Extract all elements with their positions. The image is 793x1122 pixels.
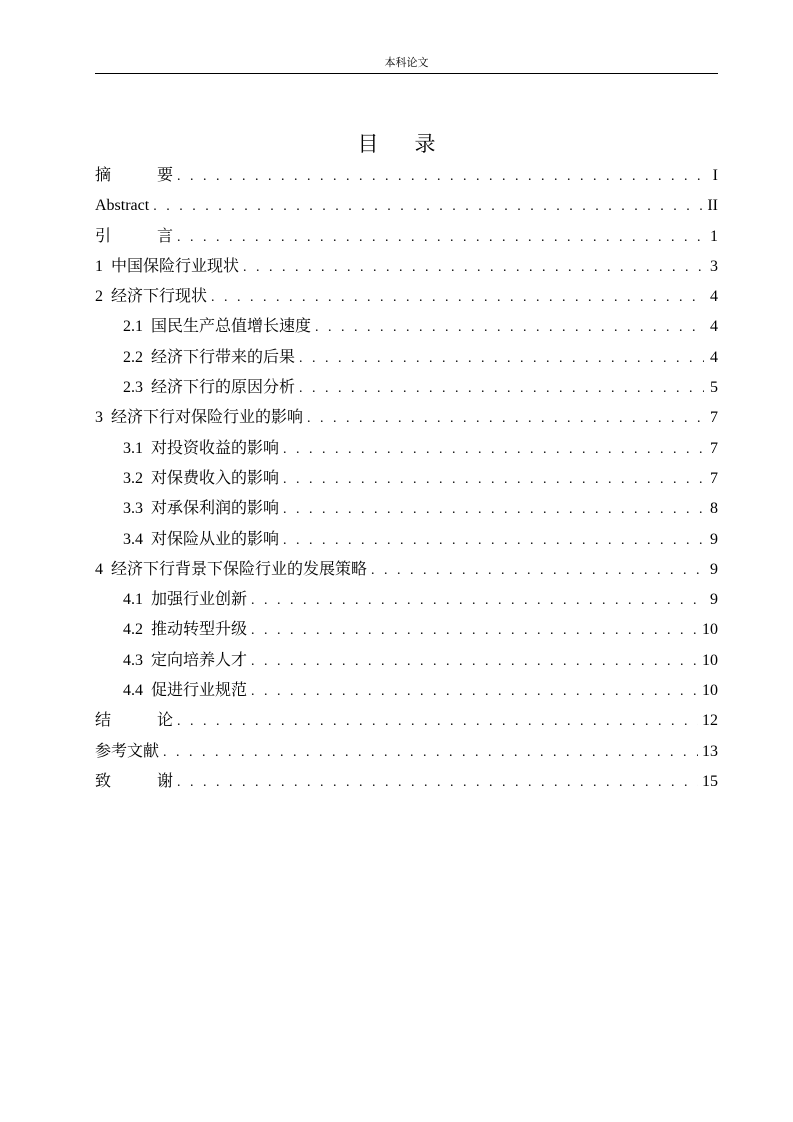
toc-leader-dots xyxy=(307,406,704,432)
toc-entry-chapter-2[interactable] xyxy=(95,284,718,314)
toc-leader-dots xyxy=(315,315,704,341)
toc-title xyxy=(0,130,793,158)
toc-entry-section-4-4[interactable] xyxy=(95,678,718,708)
toc-entry-number: 2.3 xyxy=(123,379,143,397)
toc-entry-section-3-3[interactable] xyxy=(95,496,718,526)
toc-leader-dots xyxy=(299,376,704,402)
toc-entry-number: 4.1 xyxy=(123,591,143,609)
toc-entry-section-4-2[interactable] xyxy=(95,617,718,647)
toc-entry-label: 结 论 xyxy=(95,712,174,730)
toc-entry-section-4-1[interactable] xyxy=(95,587,718,617)
toc-entry-references[interactable] xyxy=(95,739,718,769)
toc-entry-page: 10 xyxy=(702,621,718,639)
toc-entry-page: 9 xyxy=(710,530,718,548)
toc-entry-page: 1 xyxy=(710,227,718,245)
toc-entry-label: 摘 要 xyxy=(95,167,174,184)
toc-leader-dots xyxy=(177,709,698,735)
page-header: 本科论文 xyxy=(384,57,429,69)
toc-entry-page: 4 xyxy=(710,288,718,306)
toc-entry-label: 致 谢 xyxy=(95,772,174,790)
toc-entry-label: 经济下行的原因分析 xyxy=(151,379,296,397)
toc-entry-page: 7 xyxy=(710,439,718,457)
toc-entry-number: 4 xyxy=(95,560,103,578)
toc-entry-label: 对投资收益的影响 xyxy=(151,439,280,457)
toc-entry-page: 13 xyxy=(702,742,718,760)
toc-entry-label: 经济下行现状 xyxy=(111,288,208,306)
toc-entry-label: 定向培养人才 xyxy=(151,651,248,669)
toc-entry-page: 15 xyxy=(702,772,718,790)
toc-entry-page: II xyxy=(707,197,718,215)
toc-leader-dots xyxy=(299,346,704,372)
toc-entry-page: 5 xyxy=(710,379,718,397)
toc-entry-label: 对保费收入的影响 xyxy=(151,469,280,487)
toc-entry-page: 12 xyxy=(702,712,718,730)
toc-entry-section-4-3[interactable] xyxy=(95,648,718,678)
toc-leader-dots xyxy=(177,164,704,190)
toc-leader-dots xyxy=(177,225,704,251)
header-rule xyxy=(95,73,718,74)
toc-entry-number: 4.2 xyxy=(123,621,143,639)
toc-leader-dots xyxy=(283,467,704,493)
toc-entry-number: 2 xyxy=(95,288,103,306)
toc-entry-label: 经济下行背景下保险行业的发展策略 xyxy=(111,560,368,578)
toc-leader-dots xyxy=(251,649,698,675)
toc-entry-label: 经济下行带来的后果 xyxy=(151,348,296,366)
toc-entry-page: I xyxy=(712,167,718,184)
toc-entry-label: 对承保利润的影响 xyxy=(151,500,280,518)
toc-leader-dots xyxy=(163,740,698,766)
toc-entry-section-3-2[interactable] xyxy=(95,466,718,496)
toc-entry-page: 4 xyxy=(710,318,718,336)
toc-leader-dots xyxy=(153,194,703,220)
toc-leader-dots xyxy=(251,679,698,705)
toc-entry-number: 2.2 xyxy=(123,348,143,366)
toc-entry-label: Abstract xyxy=(95,197,150,215)
toc-entry-page: 9 xyxy=(710,591,718,609)
toc-entry-chapter-3[interactable] xyxy=(95,405,718,435)
toc-entry-label: 推动转型升级 xyxy=(151,621,248,639)
toc-leader-dots xyxy=(283,497,704,523)
toc-leader-dots xyxy=(371,558,704,584)
toc-entry-section-2-3[interactable] xyxy=(95,375,718,405)
toc-title-char-1: 目 xyxy=(357,132,379,156)
toc-leader-dots xyxy=(251,618,698,644)
toc-entry-page: 10 xyxy=(702,651,718,669)
toc-entry-number: 2.1 xyxy=(123,318,143,336)
toc-entry-page: 3 xyxy=(710,257,718,275)
toc-entry-abstract-en[interactable] xyxy=(95,193,718,223)
toc-entry-chapter-4[interactable] xyxy=(95,557,718,587)
toc-entry-label: 参考文献 xyxy=(95,742,160,760)
toc-entry-page: 7 xyxy=(710,469,718,487)
toc-entry-number: 3.1 xyxy=(123,439,143,457)
toc-leader-dots xyxy=(243,255,704,281)
toc-entry-number: 1 xyxy=(95,257,103,275)
toc-entry-page: 4 xyxy=(710,348,718,366)
toc-entry-page: 7 xyxy=(710,409,718,427)
toc-entry-section-2-1[interactable] xyxy=(95,314,718,344)
toc-entry-page: 10 xyxy=(702,682,718,700)
toc-entry-label: 促进行业规范 xyxy=(151,682,248,700)
table-of-contents xyxy=(95,163,718,799)
toc-title-char-2: 录 xyxy=(414,132,436,156)
toc-entry-section-3-1[interactable] xyxy=(95,436,718,466)
toc-entry-number: 4.4 xyxy=(123,682,143,700)
toc-entry-chapter-1[interactable] xyxy=(95,254,718,284)
toc-entry-label: 中国保险行业现状 xyxy=(111,257,240,275)
toc-entry-introduction[interactable] xyxy=(95,224,718,254)
toc-leader-dots xyxy=(283,528,704,554)
toc-entry-section-2-2[interactable] xyxy=(95,345,718,375)
toc-entry-abstract-cn[interactable] xyxy=(95,163,718,193)
toc-leader-dots xyxy=(211,285,704,311)
toc-entry-label: 经济下行对保险行业的影响 xyxy=(111,409,304,427)
toc-entry-label: 国民生产总值增长速度 xyxy=(151,318,312,336)
toc-entry-page: 9 xyxy=(710,560,718,578)
toc-leader-dots xyxy=(177,770,698,796)
toc-entry-number: 4.3 xyxy=(123,651,143,669)
toc-entry-label: 引 言 xyxy=(95,227,174,245)
toc-leader-dots xyxy=(251,588,704,614)
toc-leader-dots xyxy=(283,437,704,463)
toc-entry-acknowledgements[interactable] xyxy=(95,769,718,799)
toc-entry-label: 对保险从业的影响 xyxy=(151,530,280,548)
toc-entry-label: 加强行业创新 xyxy=(151,591,248,609)
toc-entry-number: 3.2 xyxy=(123,469,143,487)
toc-entry-number: 3.3 xyxy=(123,500,143,518)
toc-entry-page: 8 xyxy=(710,500,718,518)
toc-entry-number: 3 xyxy=(95,409,103,427)
toc-entry-section-3-4[interactable] xyxy=(95,527,718,557)
toc-entry-number: 3.4 xyxy=(123,530,143,548)
toc-entry-conclusion[interactable] xyxy=(95,708,718,738)
